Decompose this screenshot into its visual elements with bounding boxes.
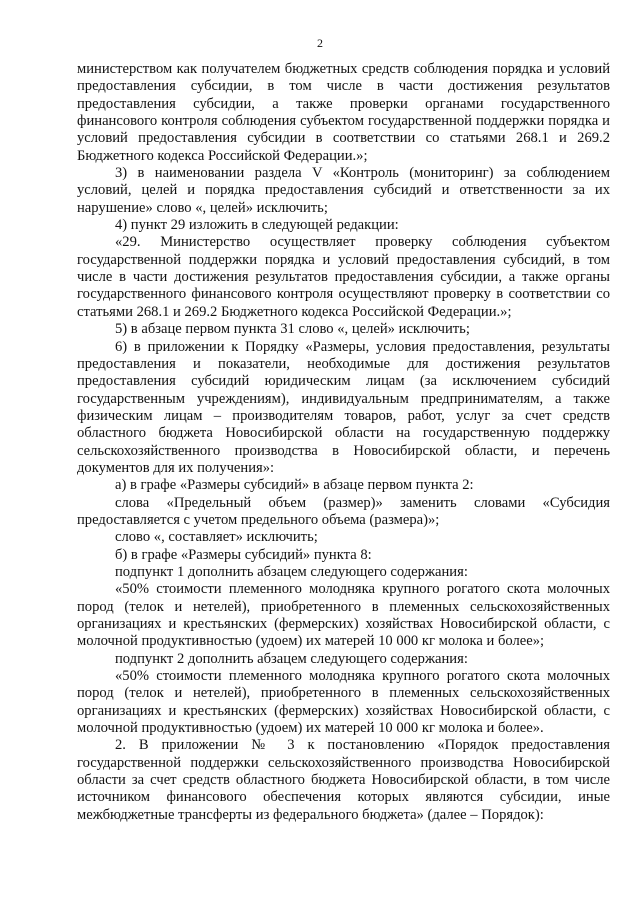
- paragraph-4: «29. Министерство осуществляет проверку соблюдения субъектом государственной поддержки порядка и условий предоставления субсидий, в том числе в части достижения результатов предоставления субсидии, а также органы государственного финансового контроля осуществляют проверку в соответствии со статьями 268.1 и 269.2 Бюджетного кодекса Российской Федерации.»;: [77, 234, 610, 320]
- paragraph-1: министерством как получателем бюджетных средств соблюдения порядка и условий предоставления субсидии, в том числе в части достижения результатов предоставления субсидии, а также проверки органами государственного финансового контроля соблюдения субъектом государственной поддержки порядка и условий предоставления субсидии в соответствии со статьями 268.1 и 269.2 Бюджетного кодекса Российской Федерации.»;: [77, 61, 610, 164]
- paragraph-12: «50% стоимости племенного молодняка крупного рогатого скота молочных пород (телок и нетелей), приобретенного в племенных сельскохозяйственных организациях и крестьянских (фермерских) хозяйствах Новосибирской области, с молочной продуктивностью (удоем) их матерей 10 000 кг молока и более»;: [77, 581, 610, 650]
- paragraph-7: а) в графе «Размеры субсидий» в абзаце первом пункта 2:: [115, 477, 474, 494]
- paragraph-11: подпункт 1 дополнить абзацем следующего содержания:: [115, 563, 468, 580]
- paragraph-13: подпункт 2 дополнить абзацем следующего содержания:: [115, 650, 468, 667]
- paragraph-8: слова «Предельный объем (размер)» заменить словами «Субсидия предоставляется с учетом предельного объема (размера)»;: [77, 494, 610, 528]
- paragraph-2: 3) в наименовании раздела V «Контроль (мониторинг) за соблюдением условий, целей и порядка предоставления субсидий и ответственности за их нарушение» слово «, целей» исключить;: [77, 165, 610, 216]
- paragraph-6: 6) в приложении к Порядку «Размеры, условия предоставления, результаты предоставления и показатели, необходимые для достижения результатов предоставления субсидий юридическим лицам (за исключением субсидий государственным учреждениям), индивидуальным предпринимателям, а также физическим лицам – производителям товаров, работ, услуг за счет средств областного бюджета Новосибирской области на государственную поддержку сельскохозяйственного производства в Новосибирской области, и перечень документов для их получения»:: [77, 338, 610, 476]
- page-number: 2: [317, 36, 323, 50]
- paragraph-5: 5) в абзаце первом пункта 31 слово «, целей» исключить;: [115, 321, 470, 338]
- paragraph-9: слово «, составляет» исключить;: [115, 529, 318, 546]
- document-body: [77, 61, 610, 824]
- paragraph-14: «50% стоимости племенного молодняка крупного рогатого скота молочных пород (телок и нетелей), приобретенного в племенных сельскохозяйственных организациях и крестьянских (фермерских) хозяйствах Новосибирской области, с молочной продуктивностью (удоем) их матерей 10 000 кг молока и более».: [77, 668, 610, 737]
- paragraph-15: 2. В приложении № 3 к постановлению «Порядок предоставления государственной поддержки сельскохозяйственного производства Новосибирской области за счет средств областного бюджета Новосибирской области, в том числе источником финансового обеспечения которых являются субсидии, иные межбюджетные трансферты из федерального бюджета» (далее – Порядок):: [77, 737, 610, 823]
- paragraph-10: б) в графе «Размеры субсидий» пункта 8:: [115, 546, 372, 563]
- paragraph-3: 4) пункт 29 изложить в следующей редакции:: [115, 217, 399, 234]
